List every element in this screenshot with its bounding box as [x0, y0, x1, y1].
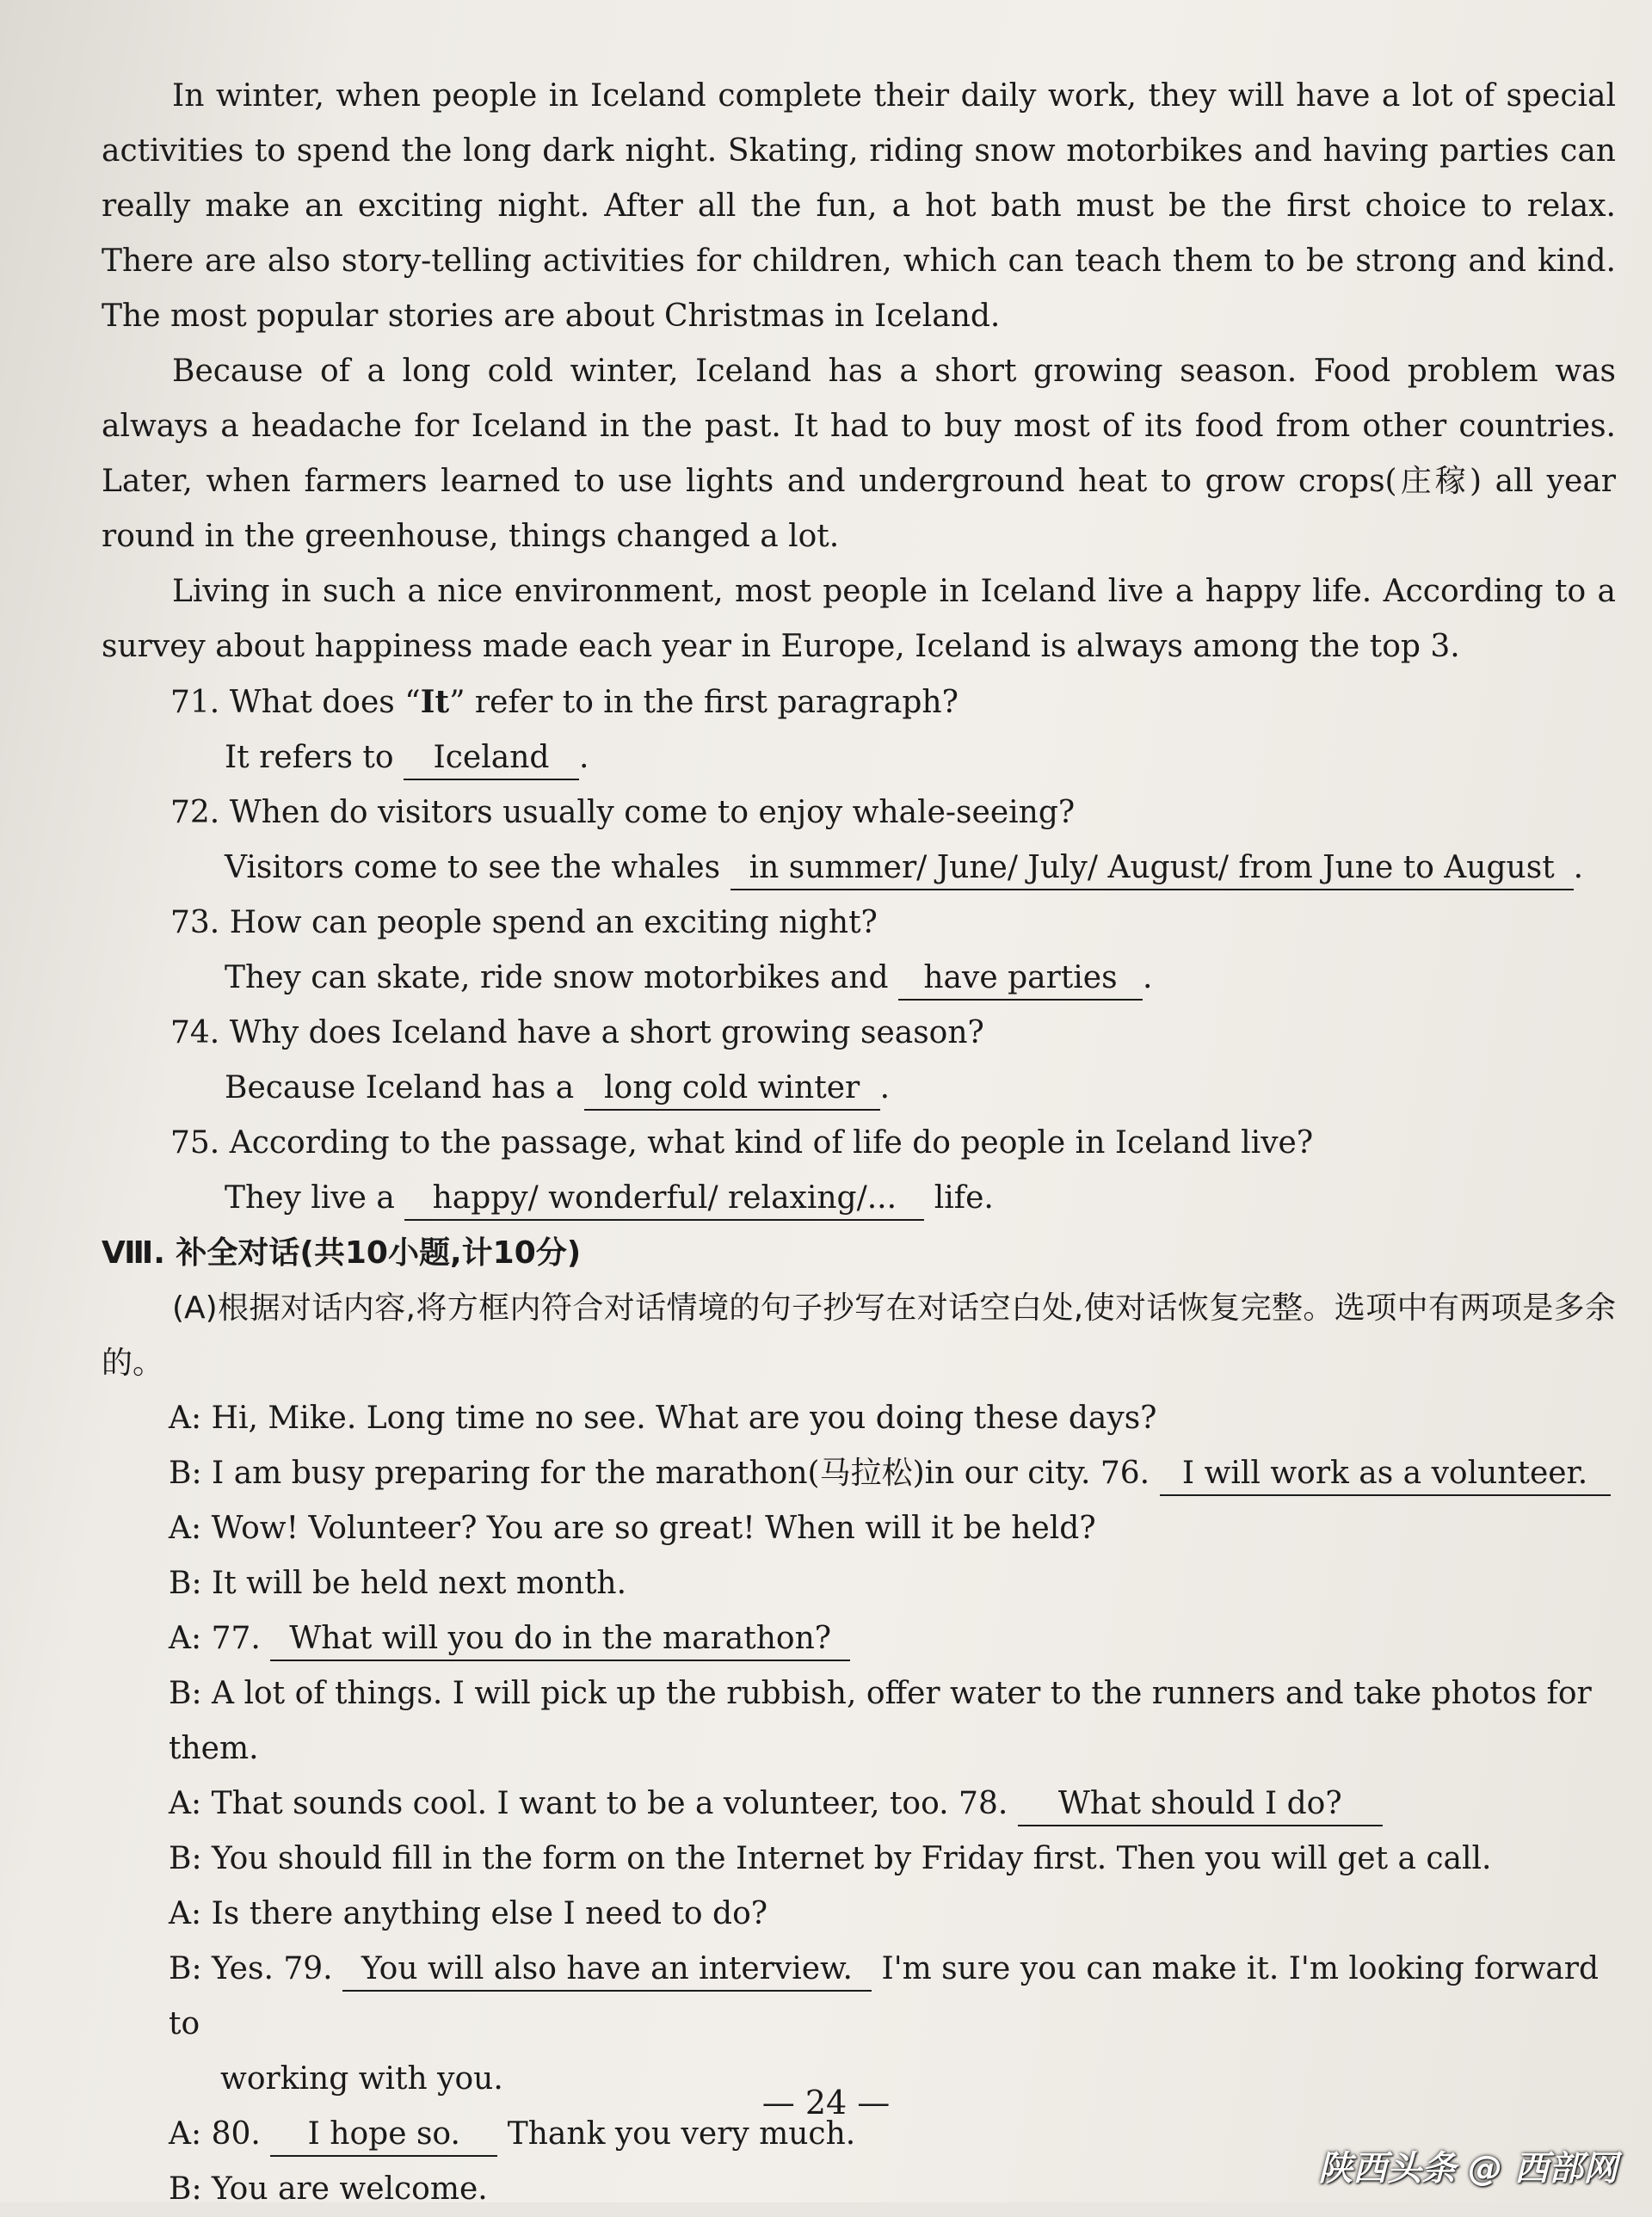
question-74: 74. Why does Iceland have a short growing season?	[170, 1015, 984, 1050]
answer-78-blank[interactable]: What should I do?	[1018, 1783, 1383, 1826]
a74-post: .	[879, 1070, 891, 1105]
answer-75-blank[interactable]: happy/ wonderful/ relaxing/...	[404, 1178, 924, 1221]
paragraph-winter: In winter, when people in Iceland complete their daily work, they will have a lot of special activities to spend the long dark night. Skating, riding snow motorbikes and having parties can really make an exciting night. After all the fun, a hot bath must be the first choice to relax. There are also story-telling activities for children, which can teach them to be strong and kind. The most popular stories are about Christmas in Iceland.	[102, 78, 1616, 334]
dialogue-line: working with you.	[220, 2061, 503, 2097]
a71-pre: It refers to	[225, 740, 394, 775]
question-73: 73. How can people spend an exciting night?	[170, 905, 878, 940]
answer-72-blank[interactable]: in summer/ June/ July/ August/ from June to August	[730, 847, 1574, 890]
dialogue-line: B: You should fill in the form on the Internet by Friday first. Then you will get a call.	[169, 1841, 1492, 1876]
a73-post: .	[1142, 960, 1153, 995]
dialogue-text: B: Yes. 79.	[169, 1951, 333, 1986]
dialogue-line: A: Hi, Mike. Long time no see. What are you doing these days?	[169, 1401, 1157, 1436]
a72-pre: Visitors come to see the whales	[225, 850, 721, 885]
question-71	[170, 674, 1616, 730]
question-75: 75. According to the passage, what kind of life do people in Iceland live?	[170, 1125, 1314, 1161]
dialogue-line: B: You are welcome.	[169, 2171, 488, 2207]
answer-75-line	[225, 1171, 1616, 1226]
q71-text-bold: It	[420, 684, 450, 720]
dialogue-line: A: Is there anything else I need to do?	[169, 1896, 768, 1931]
answer-74-blank[interactable]: long cold winter	[584, 1068, 880, 1111]
dialogue-text: Thank you very much.	[507, 2116, 856, 2152]
dialogue-text: A: That sounds cool. I want to be a volunteer, too. 78.	[169, 1786, 1008, 1821]
a75-post: life.	[934, 1180, 994, 1216]
dialogue-line: B: A lot of things. I will pick up the rubbish, offer water to the runners and take photos for them.	[169, 1676, 1592, 1766]
dialogue-line: B: It will be held next month.	[169, 1566, 627, 1601]
watermark: 陕西头条 @ 西部网	[1318, 2149, 1618, 2189]
a71-post: .	[579, 740, 589, 775]
q71-text-pre: 71. What does “	[170, 685, 421, 720]
answer-76-blank[interactable]: I will work as a volunteer.	[1160, 1453, 1611, 1496]
section-8-title: Ⅷ. 补全对话(共10小题,计10分)	[102, 1235, 582, 1271]
paragraph-growing-season: Because of a long cold winter, Iceland has a short growing season. Food problem was always a headache for Iceland in the past. It had to buy most of its food from other countries. Later, when farmers learned to use lights and underground heat to grow crops(庄稼) all year round in the greenhouse, things changed a lot.	[102, 354, 1616, 554]
section-8-instruction: (A)根据对话内容,将方框内符合对话情境的句子抄写在对话空白处,使对话恢复完整。选项中有两项是多余的。	[102, 1290, 1616, 1381]
paragraph-happy-life: Living in such a nice environment, most people in Iceland live a happy life. According to a survey about happiness made each year in Europe, Iceland is always among the top 3.	[102, 574, 1616, 664]
a74-pre: Because Iceland has a	[225, 1070, 575, 1105]
dialogue-line	[169, 1611, 1616, 1666]
answer-77-blank[interactable]: What will you do in the marathon?	[270, 1618, 850, 1661]
a72-post: .	[1573, 850, 1584, 885]
answer-73-blank[interactable]: have parties	[898, 958, 1143, 1001]
dialogue-line	[169, 1777, 1616, 1832]
page-content	[102, 69, 1616, 2217]
dialogue-line	[169, 1446, 1616, 1501]
a73-pre: They can skate, ride snow motorbikes and	[225, 960, 889, 995]
q71-text-post: ” refer to in the first paragraph?	[449, 685, 959, 720]
dialogue-text: B: I am busy preparing for the marathon(马拉松)in our city. 76.	[169, 1456, 1150, 1491]
answer-80-blank[interactable]: I hope so.	[270, 2114, 497, 2157]
dialogue-text: I'm sure you can make it. I'm looking forward to	[169, 1951, 1600, 2041]
question-72: 72. When do visitors usually come to enjoy whale-seeing?	[170, 795, 1076, 830]
answer-79-blank[interactable]: You will also have an interview.	[342, 1949, 872, 1992]
answer-73-line	[225, 951, 1616, 1006]
answer-71-blank[interactable]: Iceland	[404, 737, 579, 780]
page-number: — 24 —	[761, 2084, 891, 2122]
answer-74-line	[225, 1061, 1616, 1116]
dialogue-text: A: 77.	[169, 1621, 261, 1656]
a75-pre: They live a	[225, 1180, 395, 1216]
answer-72-line	[225, 841, 1616, 896]
dialogue-text: A: 80.	[169, 2116, 261, 2152]
dialogue-line	[169, 1942, 1616, 2052]
answer-71-line	[225, 730, 1616, 785]
dialogue-line: A: Wow! Volunteer? You are so great! When will it be held?	[169, 1511, 1096, 1546]
